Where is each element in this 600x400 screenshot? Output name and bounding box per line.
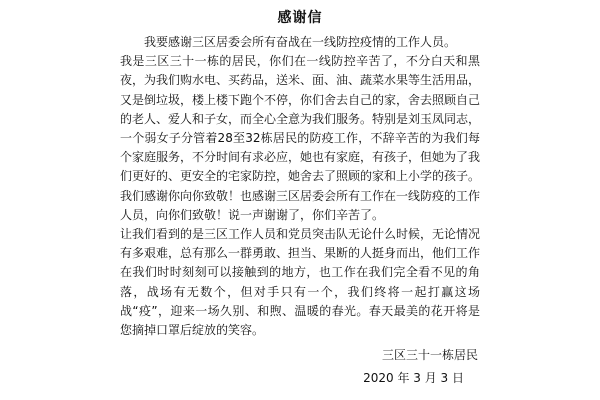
letter-body: [120, 33, 480, 340]
paragraph-thanks: 我们感谢你向你致敬！也感谢三区居委会所有工作在一线防疫的工作人员，向你们致敬！说一声谢谢了，你们辛苦了。: [120, 188, 481, 222]
signature: 三区三十一栋居民: [381, 348, 478, 362]
letter-title: 感谢信: [277, 10, 323, 26]
paragraph-intro: 我要感谢三区居委会所有奋战在一线防控疫情的工作人员。: [144, 35, 457, 49]
paragraph-resident: 我是三区三十一栋的居民，你们在一线防控辛苦了，不分白天和黑夜，为我们购水电、买药品，送米、面、油、蔬菜水果等生活用品，又是倒垃圾，楼上楼下跑个不停，你们舍去自己的家，舍去照顾自己的老人、爱人和子女，而全心全意为我们服务。特别是刘玉凤同志，一个弱女子分管着28至32栋居民的防疫工作，不辞辛苦的为我们每个家庭服务，不分时间有求必应，她也有家庭，有孩子，但她为了我们更好的、更安全的宅家防控，她舍去了照顾的家和上小学的孩子。: [120, 54, 481, 184]
paragraph-closing: 让我们看到的是三区工作人员和党员突击队无论什么时候，无论情况有多艰难，总有那么一群勇敢、担当、果断的人挺身而出，他们工作在我们时时刻刻可以接触到的地方，也工作在我们完全看不见的角落，战场有无数个，但对手只有一个，我们终将一起打赢这场战“疫”，迎来一场久别、和煦、温暖的春光。春天最美的花开将是您摘掉口罩后绽放的笑容。: [120, 227, 481, 338]
date: 2020 年 3 月 3 日: [363, 371, 464, 385]
